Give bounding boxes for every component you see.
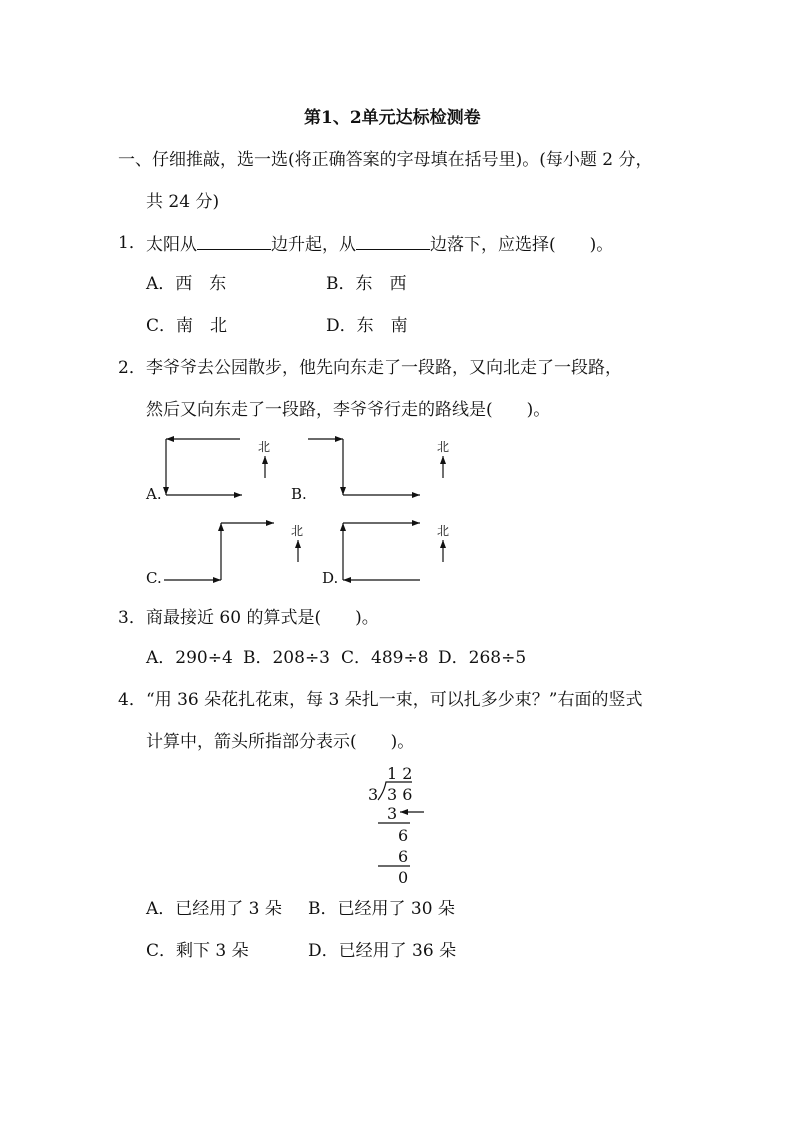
- q4-option-a: A．已经用了 3 朵: [146, 899, 282, 919]
- route-b: [308, 439, 420, 495]
- q3-option-a: A．290÷4: [146, 648, 233, 668]
- q3-option-b: B．208÷3: [243, 648, 331, 668]
- q4-number: 4．: [118, 690, 146, 710]
- q2-label-b: B.: [291, 485, 307, 503]
- q4-option-b: B．已经用了 30 朵: [308, 899, 455, 919]
- q1-text-c: 边落下，应选择( )。: [430, 235, 614, 255]
- q2-label-c: C.: [146, 569, 162, 587]
- q2-number: 2．: [118, 358, 146, 378]
- section1-header-line2: 共 24 分): [146, 192, 220, 212]
- q2-line1: 李爷爷去公园散步，他先向东走了一段路，又向北走了一段路，: [146, 358, 622, 378]
- north-label-c: 北: [291, 524, 304, 538]
- route-d: [343, 523, 420, 580]
- q1-option-b: B．东 西: [326, 274, 407, 294]
- division-divisor: 3: [368, 785, 379, 804]
- division-quotient: 1 2: [387, 764, 413, 783]
- q4-option-d: D．已经用了 36 朵: [308, 941, 457, 961]
- route-c: [164, 523, 274, 580]
- division-step2: 6: [398, 826, 409, 845]
- q1-option-d: D．东 南: [326, 316, 408, 336]
- q1-option-a: A．西 东: [146, 274, 227, 294]
- q3-text: 商最接近 60 的算式是( )。: [146, 608, 379, 628]
- q1-number: 1．: [118, 233, 146, 253]
- division-step3: 6: [398, 847, 409, 866]
- q4-line2: 计算中，箭头所指部分表示( )。: [146, 732, 415, 752]
- q1-text-a: 太阳从: [146, 235, 197, 255]
- route-a: [166, 439, 242, 495]
- q2-line2: 然后又向东走了一段路，李爷爷行走的路线是( )。: [146, 400, 551, 420]
- q1-text-b: 边升起，从: [271, 235, 356, 255]
- q2-label-d: D.: [322, 569, 339, 587]
- page-title: 第1、2单元达标检测卷: [304, 108, 481, 128]
- division-dividend: 3 6: [387, 785, 413, 804]
- q4-line1: “用 36 朵花扎花束，每 3 朵扎一束，可以扎多少束？”右面的竖式: [146, 690, 643, 710]
- q2-label-a: A.: [146, 485, 162, 503]
- division-remainder: 0: [398, 868, 409, 887]
- q3-number: 3．: [118, 608, 146, 628]
- north-label-a: 北: [258, 440, 271, 454]
- section1-header-line1: 一、仔细推敲，选一选(将正确答案的字母填在括号里)。(每小题 2 分，: [118, 150, 653, 170]
- q4-option-c: C．剩下 3 朵: [146, 941, 249, 961]
- q3-option-c: C．489÷8: [341, 648, 429, 668]
- north-label-b: 北: [437, 440, 450, 454]
- division-step1: 3: [387, 804, 398, 823]
- q3-option-d: D．268÷5: [438, 648, 527, 668]
- q1-option-c: C．南 北: [146, 316, 228, 336]
- north-label-d: 北: [437, 524, 450, 538]
